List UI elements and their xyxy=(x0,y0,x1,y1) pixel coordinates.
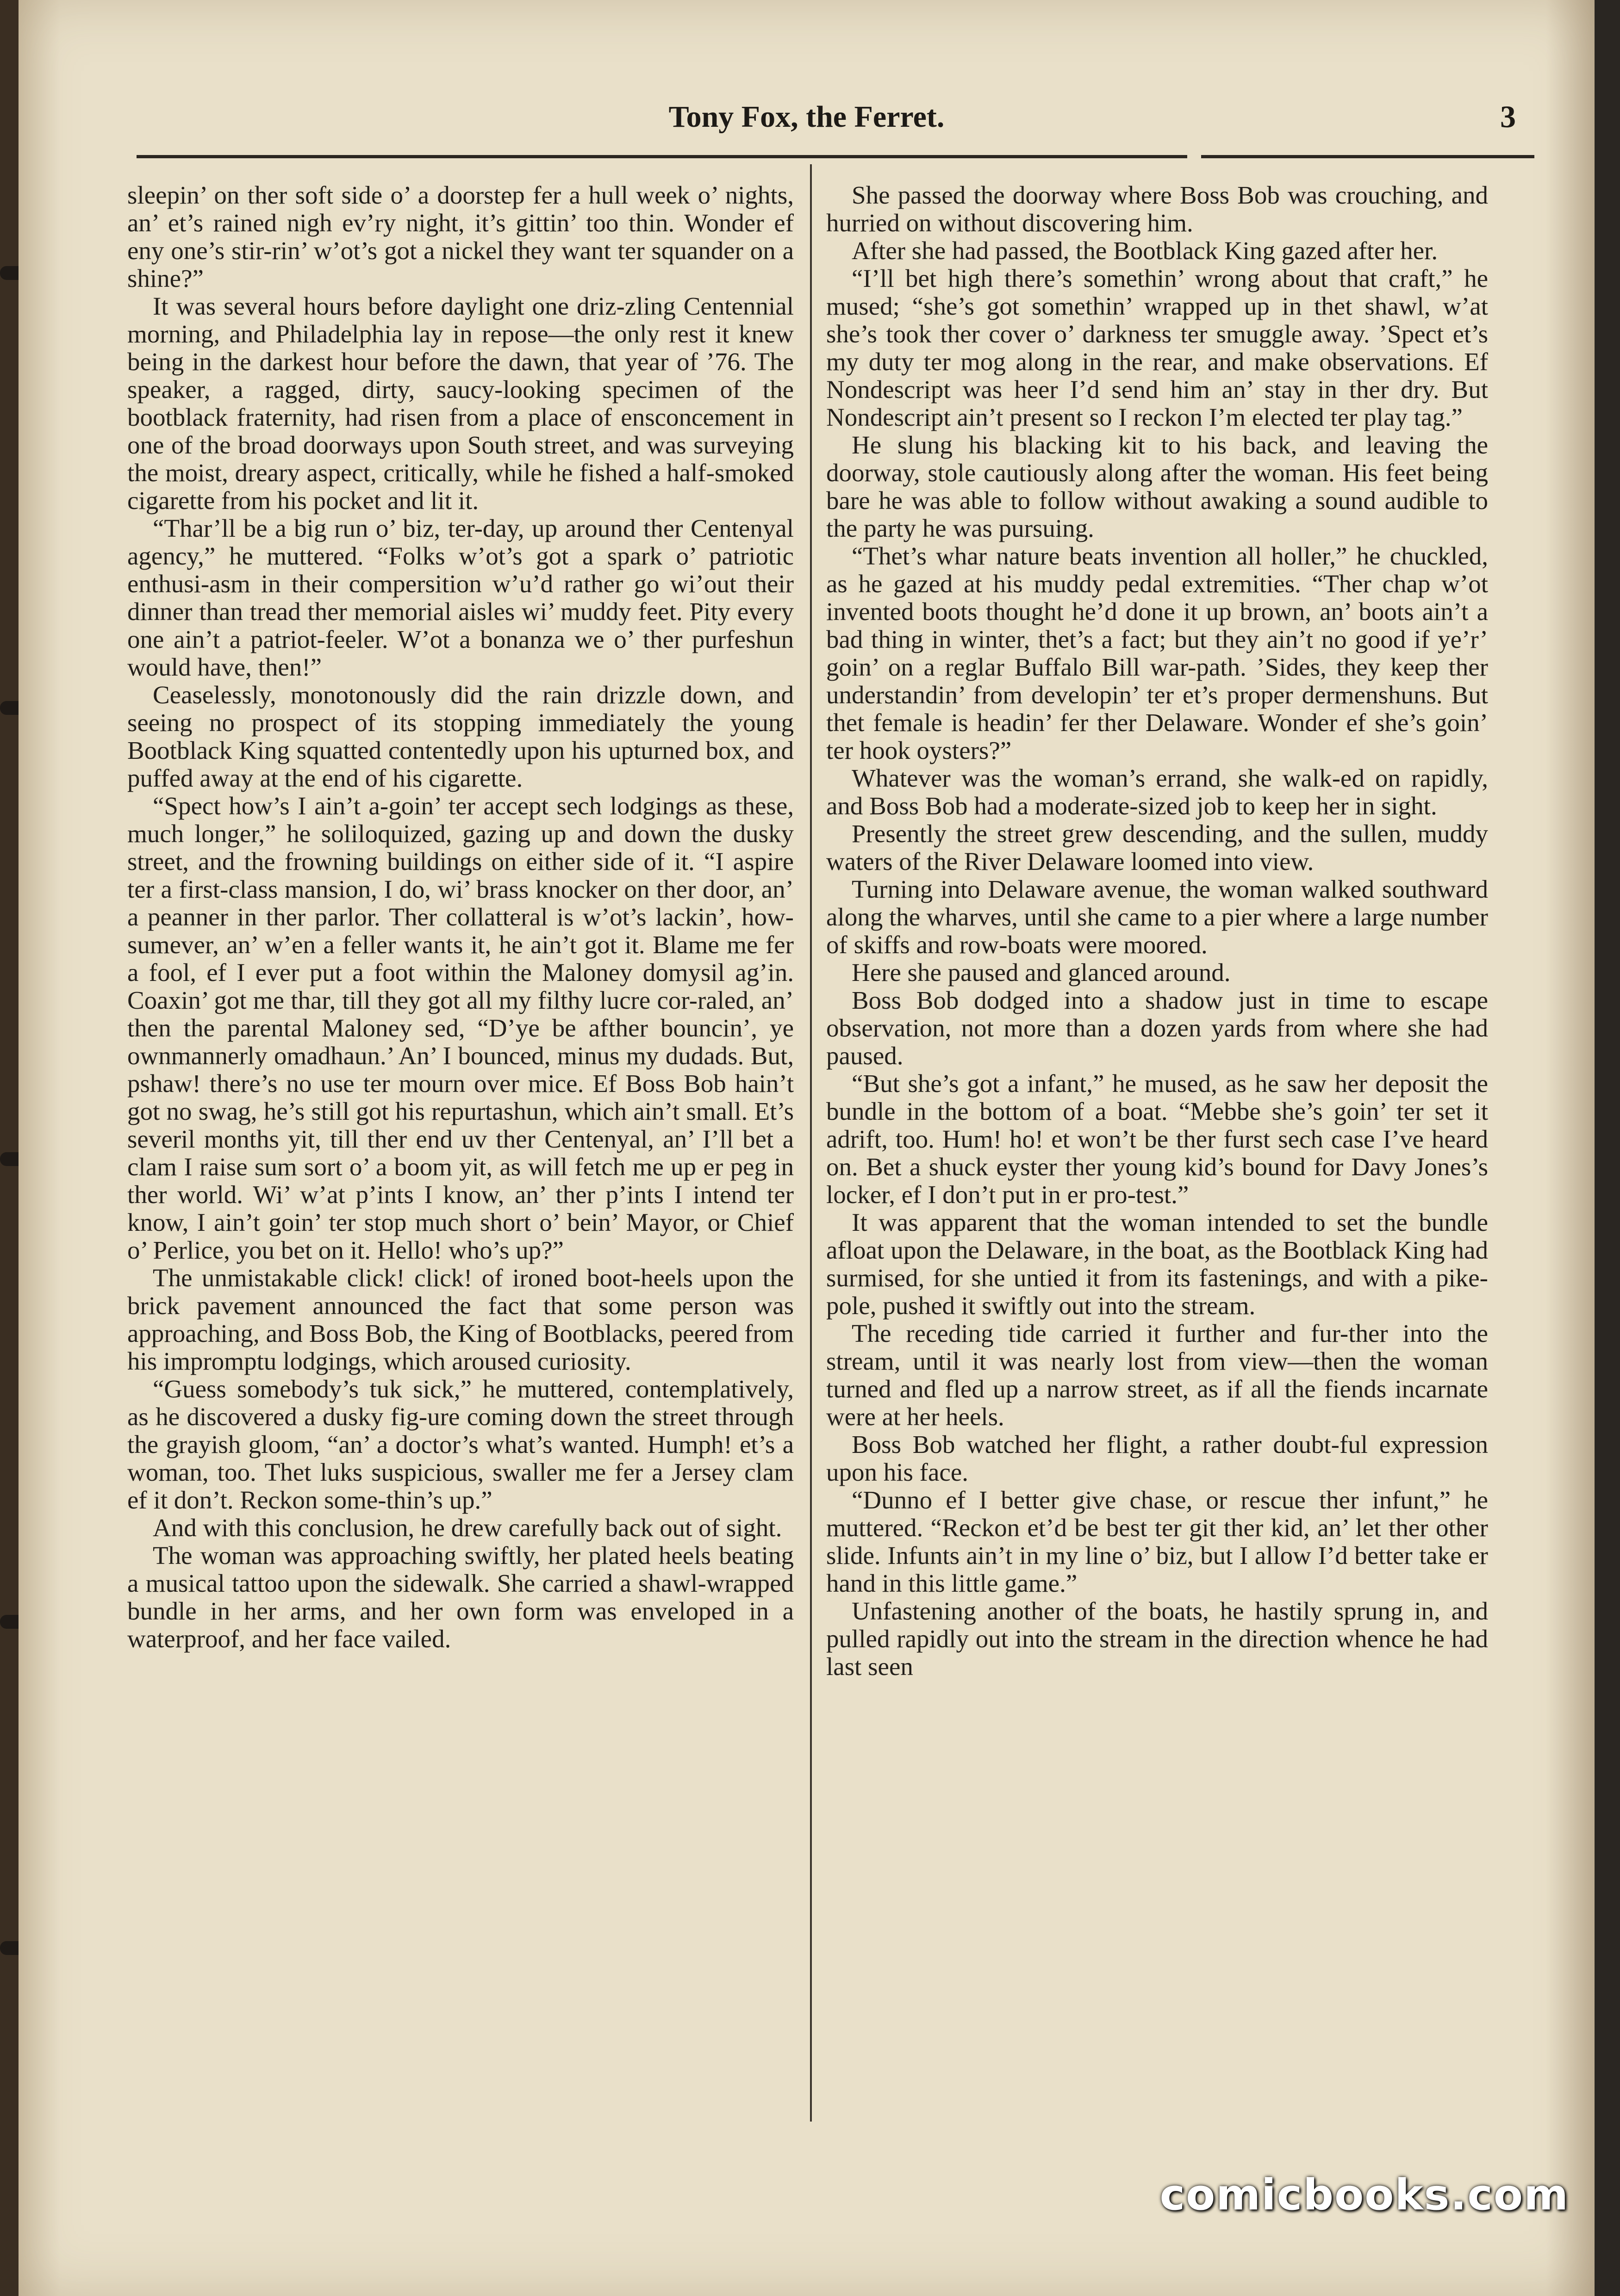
paragraph: “I’ll bet high there’s somethin’ wrong about that craft,” he mused; “she’s got somethin’ wrapped up in thet shawl, w’at she’s took ther cover o’ darkness ter smuggle away. ’Spect et’s my duty ter mog along in the rear, and make observations. Ef Nondescript was heer I’d send him an’ stay in ther dry. But Nondescript ain’t present so I reckon I’m elected ter play tag.” xyxy=(826,264,1488,431)
paragraph: Here she paused and glanced around. xyxy=(852,958,1231,987)
running-title: Tony Fox, the Ferret. xyxy=(668,100,945,134)
paragraph: “Spect how’s I ain’t a-goin’ ter accept sech lodgings as these, much longer,” he soliloquized, gazing up and down the dusky street, and the frowning buildings on either side of it. “I aspire ter a first-class mansion, I do, wi’ brass knocker on ther door, an’ a peanner in ther parlor. Ther collatteral is w’ot’s lackin’, how-sumever, an’ w’en a feller wants it, he ain’t got it. Blame me fer a fool, ef I ever put a foot within the Maloney domysil ag’in. Coaxin’ got me thar, till they got all my filthy lucre cor-raled, an’ then the parental Maloney sed, “D’ye be afther bouncin’, ye ownmannerly omadhaun.’ An’ I bounced, minus my dudads. But, pshaw! there’s no use ter mourn over mice. Ef Boss Bob hain’t got no swag, he’s still got his repurtashun, which ain’t small. Et’s severil months yit, till ther end uv ther Centenyal, an’ I’ll bet a clam I raise sum sort o’ a boom yit, as will fetch me up er peg in ther world. Wi’ w’at p’ints I know, an’ ther p’ints I intend ter know, I ain’t goin’ ter stop much short o’ bein’ Mayor, or Chief o’ Perlice, you bet on it. Hello! who’s up?” xyxy=(127,792,794,1264)
paragraph: “Thar’ll be a big run o’ biz, ter-day, up around ther Centenyal agency,” he muttered. “Folks w’ot’s got a spark o’ patriotic enthusi-asm in their compersition w’u’d rather go wi’out their dinner than tread ther memorial aisles wi’ muddy feet. Pity every one ain’t a patriot-feeler. W’ot a bonanza we o’ ther purfeshun would have, then!” xyxy=(127,514,794,681)
paragraph: “Guess somebody’s tuk sick,” he muttered, contemplatively, as he discovered a dusky fig-ure coming down the street through the grayish gloom, “an’ a doctor’s what’s wanted. Humph! et’s a woman, too. Thet luks suspicious, swaller me fer a Jersey clam ef it don’t. Reckon some-thin’s up.” xyxy=(127,1375,794,1514)
site-watermark: comicbooks.com xyxy=(1159,2170,1569,2220)
paragraph: “But she’s got a infant,” he mused, as he saw her deposit the bundle in the bottom of a boat. “Mebbe she’s goin’ ter set it adrift, too. Hum! ho! et won’t be ther furst sech case I’ve heard on. Bet a shuck eyster ther young kid’s bound for Davy Jones’s locker, ef I don’t put in er pro-test.” xyxy=(826,1069,1488,1209)
page-header xyxy=(19,95,1595,150)
document-page xyxy=(19,0,1595,2296)
paragraph: She passed the doorway where Boss Bob was crouching, and hurried on without discovering him. xyxy=(826,181,1488,237)
paragraph: “Thet’s whar nature beats invention all holler,” he chuckled, as he gazed at his muddy pedal extremities. “Ther chap w’ot invented boots thought he’d done it up brown, an’ boots ain’t a bad thing in winter, thet’s a fact; but they ain’t no good if ye’r’ goin’ on a reglar Buffalo Bill war-path. ’Sides, they keep ther understandin’ from developin’ ter et’s proper dermenshuns. But thet female is headin’ fer ther Delaware. Wonder ef she’s goin’ ter hook oysters?” xyxy=(826,542,1488,764)
column-divider xyxy=(810,164,812,2122)
paragraph: The woman was approaching swiftly, her plated heels beating a musical tattoo upon the sidewalk. She carried a shawl-wrapped bundle in her arms, and her own form was enveloped in a waterproof, and her face vailed. xyxy=(127,1541,794,1653)
paragraph: Unfastening another of the boats, he hastily sprung in, and pulled rapidly out into the stream in the direction whence he had last seen xyxy=(826,1597,1488,1681)
paragraph: And with this conclusion, he drew carefully back out of sight. xyxy=(153,1514,782,1542)
paragraph: Whatever was the woman’s errand, she walk-ed on rapidly, and Boss Bob had a moderate-sized job to keep her in sight. xyxy=(826,764,1488,820)
paragraph: “Dunno ef I better give chase, or rescue ther infunt,” he muttered. “Reckon et’d be best ter git ther kid, an’ let ther other slide. Infunts ain’t in my line o’ biz, but I allow I’d better take er hand in this little game.” xyxy=(826,1486,1488,1597)
paragraph: Ceaselessly, monotonously did the rain drizzle down, and seeing no prospect of its stopping immediately the young Bootblack King squatted contentedly upon his upturned box, and puffed away at the end of his cigarette. xyxy=(127,681,794,792)
paragraph: He slung his blacking kit to his back, and leaving the doorway, stole cautiously along after the woman. His feet being bare he was able to follow without awaking a sound audible to the party he was pursuing. xyxy=(826,431,1488,542)
paragraph: Turning into Delaware avenue, the woman walked southward along the wharves, until she came to a pier where a large number of skiffs and row-boats were moored. xyxy=(826,875,1488,959)
header-rule-left xyxy=(137,155,1187,158)
paragraph: The receding tide carried it further and fur-ther into the stream, until it was nearly lost from view—then the woman turned and fled up a narrow street, as if all the fiends incarnate were at her heels. xyxy=(826,1319,1488,1431)
paragraph: It was several hours before daylight one driz-zling Centennial morning, and Philadelphia lay in repose—the only rest it knew being in the darkest hour before the dawn, that year of ’76. The speaker, a ragged, dirty, saucy-looking specimen of the bootblack fraternity, had risen from a place of ensconcement in one of the broad doorways upon South street, and was surveying the moist, dreary aspect, critically, while he fished a half-smoked cigarette from his pocket and lit it. xyxy=(127,292,794,515)
paragraph: The unmistakable click! click! of ironed boot-heels upon the brick pavement announced the fact that some person was approaching, and Boss Bob, the King of Bootblacks, peered from his impromptu lodgings, which aroused curiosity. xyxy=(127,1264,794,1375)
page-number: 3 xyxy=(1500,99,1516,134)
paragraph: Boss Bob watched her flight, a rather doubt-ful expression upon his face. xyxy=(826,1430,1488,1486)
header-rule-right xyxy=(1201,155,1534,158)
text-column-right xyxy=(826,181,1488,2139)
paragraph: sleepin’ on ther soft side o’ a doorstep fer a hull week o’ nights, an’ et’s rained nigh ev’ry night, it’s gittin’ too thin. Wonder ef eny one’s stir-rin’ w’ot’s got a nickel they want ter squander on a shine?” xyxy=(127,181,794,292)
paragraph: It was apparent that the woman intended to set the bundle afloat upon the Delaware, in the boat, as the Bootblack King had surmised, for she untied it from its fastenings, and with a pike-pole, pushed it swiftly out into the stream. xyxy=(826,1208,1488,1320)
paragraph: Presently the street grew descending, and the sullen, muddy waters of the River Delaware loomed into view. xyxy=(826,819,1488,875)
paragraph: Boss Bob dodged into a shadow just in time to escape observation, not more than a dozen yards from where she had paused. xyxy=(826,986,1488,1070)
text-column-left xyxy=(127,181,794,2139)
paragraph: After she had passed, the Bootblack King gazed after her. xyxy=(852,236,1438,265)
